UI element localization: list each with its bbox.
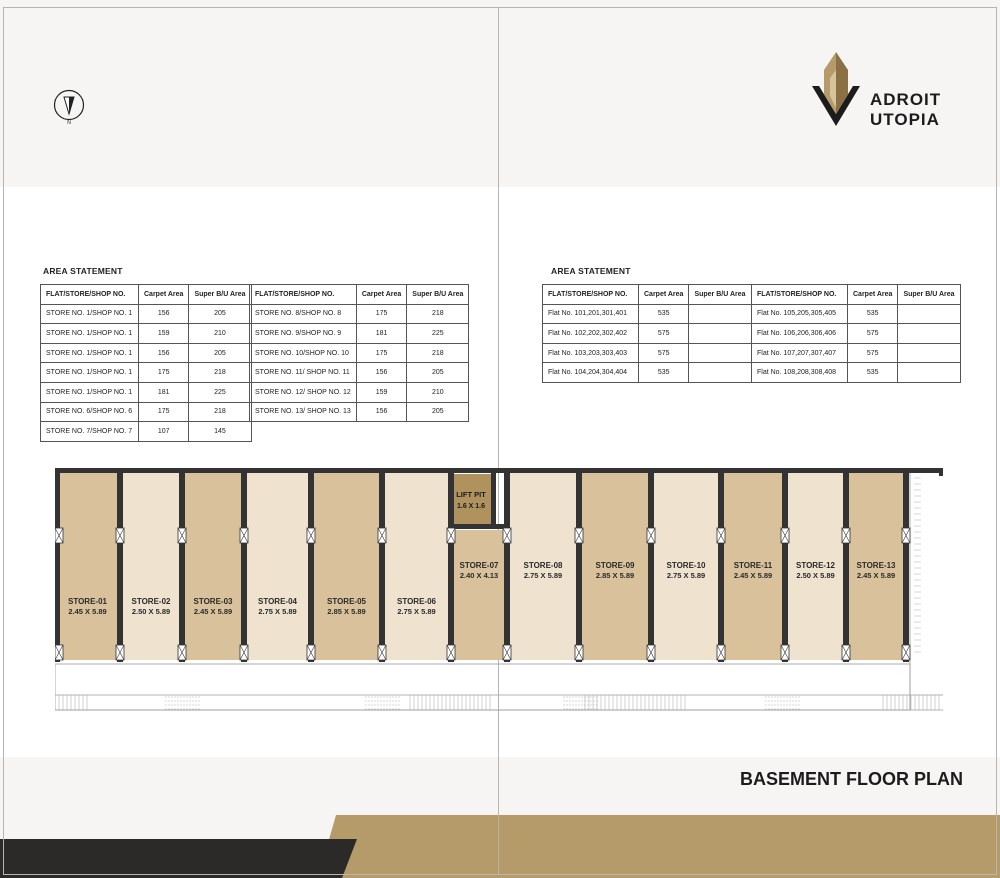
carpet-area-cell: 156 (139, 343, 189, 363)
table-row (41, 402, 252, 422)
store-10-label: STORE-10 (666, 561, 706, 570)
column-header: Carpet Area (139, 285, 189, 305)
store-11-label: STORE-11 (733, 561, 773, 570)
table-row (752, 343, 961, 363)
store-6-label: STORE-06 (397, 597, 436, 606)
store-9-dims: 2.85 X 5.89 (595, 571, 635, 580)
table-row (250, 382, 469, 402)
carpet-area-cell: 575 (848, 324, 898, 344)
brand-line-2: UTOPIA (870, 110, 940, 129)
store-1-label: STORE-01 (68, 597, 107, 606)
partition-wall (903, 473, 909, 662)
store-3-dims: 2.45 X 5.89 (193, 607, 233, 616)
store-5-room (314, 473, 379, 660)
unit-name-cell: Flat No. 106,206,306,406 (752, 324, 848, 344)
partition-wall (379, 473, 385, 662)
unit-name-cell: STORE NO. 1/SHOP NO. 1 (41, 382, 139, 402)
store-1-dims: 2.45 X 5.89 (68, 607, 107, 616)
right-area-table-2 (751, 284, 961, 383)
store-12-label: STORE-12 (796, 561, 835, 570)
super-area-cell: 205 (189, 343, 251, 363)
store-4-dims: 2.75 X 5.89 (258, 607, 297, 616)
partition-wall (448, 473, 454, 662)
table-row (41, 382, 252, 402)
table-row (41, 363, 252, 383)
table-header-row (543, 285, 752, 305)
lift-wall (491, 473, 496, 525)
column-header: Carpet Area (356, 285, 406, 305)
carpet-area-cell: 156 (356, 402, 406, 422)
unit-name-cell: STORE NO. 8/SHOP NO. 8 (250, 304, 357, 324)
store-11-dims: 2.45 X 5.89 (733, 571, 773, 580)
store-4-label: STORE-04 (258, 597, 297, 606)
super-area-cell: 218 (189, 402, 251, 422)
store-8-dims: 2.75 X 5.89 (523, 571, 563, 580)
store-2-dims: 2.50 X 5.89 (131, 607, 171, 616)
corner-wall (939, 468, 943, 476)
unit-name-cell: Flat No. 104,204,304,404 (543, 363, 639, 383)
right-area-table-1 (542, 284, 752, 383)
store-6-room (385, 473, 448, 660)
table-row (543, 324, 752, 344)
super-area-cell: 205 (407, 363, 469, 383)
carpet-area-cell: 175 (356, 304, 406, 324)
north-arrow-icon (53, 88, 85, 126)
store-10-dims: 2.75 X 5.89 (666, 571, 706, 580)
brand-name (870, 90, 941, 130)
plan-title: BASEMENT FLOOR PLAN (740, 769, 963, 789)
super-area-cell: 210 (407, 382, 469, 402)
store-13-label: STORE-13 (856, 561, 896, 570)
store-3-label: STORE-03 (193, 597, 233, 606)
table-header-row (752, 285, 961, 305)
carpet-area-cell: 107 (139, 422, 189, 442)
carpet-area-cell: 181 (139, 382, 189, 402)
lift-pit-dims: 1.6 X 1.6 (456, 503, 486, 510)
unit-name-cell: Flat No. 101,201,301,401 (543, 304, 639, 324)
unit-name-cell: STORE NO. 6/SHOP NO. 6 (41, 402, 139, 422)
store-7-room (454, 530, 504, 660)
super-area-cell (689, 304, 751, 324)
unit-name-cell: STORE NO. 10/SHOP NO. 10 (250, 343, 357, 363)
table-row (752, 304, 961, 324)
table-row (752, 363, 961, 383)
partition-wall (117, 473, 123, 662)
table-row (543, 363, 752, 383)
super-area-cell: 225 (407, 324, 469, 344)
column-header: FLAT/STORE/SHOP NO. (250, 285, 357, 305)
carpet-area-cell: 175 (139, 402, 189, 422)
column-header: FLAT/STORE/SHOP NO. (41, 285, 139, 305)
super-area-cell (898, 363, 960, 383)
super-area-cell (689, 324, 751, 344)
store-2-room (123, 473, 179, 660)
carpet-area-cell: 535 (848, 363, 898, 383)
partition-wall (179, 473, 185, 662)
table-row (250, 402, 469, 422)
unit-name-cell: Flat No. 108,208,308,408 (752, 363, 848, 383)
footer-decoration (0, 815, 1000, 878)
unit-name-cell: STORE NO. 7/SHOP NO. 7 (41, 422, 139, 442)
super-area-cell: 210 (189, 324, 251, 344)
column-header: Carpet Area (639, 285, 689, 305)
store-9-label: STORE-09 (595, 561, 635, 570)
unit-name-cell: Flat No. 105,205,305,405 (752, 304, 848, 324)
super-area-cell (898, 304, 960, 324)
left-wall (55, 468, 60, 662)
partition-wall (241, 473, 247, 662)
unit-name-cell: STORE NO. 9/SHOP NO. 9 (250, 324, 357, 344)
table-row (250, 343, 469, 363)
lift-pit-label: LIFT PIT (456, 490, 486, 499)
top-wall (55, 468, 943, 473)
carpet-area-cell: 175 (139, 363, 189, 383)
basement-floor-plan (55, 468, 943, 713)
column-header: Super B/U Area (898, 285, 960, 305)
carpet-area-cell: 575 (639, 343, 689, 363)
super-area-cell (898, 343, 960, 363)
store-7-label: STORE-07 (459, 561, 499, 570)
page-fold (498, 7, 499, 875)
column-header: Super B/U Area (689, 285, 751, 305)
store-4-room (247, 473, 308, 660)
unit-name-cell: STORE NO. 1/SHOP NO. 1 (41, 343, 139, 363)
super-area-cell: 218 (189, 363, 251, 383)
store-6-dims: 2.75 X 5.89 (397, 607, 436, 616)
store-5-dims: 2.85 X 5.89 (327, 607, 366, 616)
driveway-outline (55, 664, 910, 710)
table-row (250, 324, 469, 344)
carpet-area-cell: 159 (139, 324, 189, 344)
store-3-room (185, 473, 241, 660)
carpet-area-cell: 575 (639, 324, 689, 344)
store-13-dims: 2.45 X 5.89 (856, 571, 896, 580)
carpet-area-cell: 159 (356, 382, 406, 402)
partition-wall (782, 473, 788, 662)
table-row (41, 422, 252, 442)
table-row (250, 363, 469, 383)
store-5-label: STORE-05 (327, 597, 366, 606)
store-12-dims: 2.50 X 5.89 (796, 571, 835, 580)
super-area-cell (898, 324, 960, 344)
column-header: Super B/U Area (407, 285, 469, 305)
unit-name-cell: Flat No. 107,207,307,407 (752, 343, 848, 363)
partition-wall (843, 473, 849, 662)
super-area-cell: 205 (407, 402, 469, 422)
super-area-cell: 218 (407, 304, 469, 324)
table-row (752, 324, 961, 344)
super-area-cell: 145 (189, 422, 251, 442)
unit-name-cell: STORE NO. 13/ SHOP NO. 13 (250, 402, 357, 422)
unit-name-cell: Flat No. 102,202,302,402 (543, 324, 639, 344)
carpet-area-cell: 156 (356, 363, 406, 383)
table-row (543, 343, 752, 363)
table-row (41, 304, 252, 324)
store-2-label: STORE-02 (131, 597, 171, 606)
carpet-area-cell: 575 (848, 343, 898, 363)
carpet-area-cell: 175 (356, 343, 406, 363)
svg-text:N: N (67, 120, 71, 126)
store-1-room (58, 473, 117, 660)
unit-name-cell: STORE NO. 1/SHOP NO. 1 (41, 363, 139, 383)
unit-name-cell: STORE NO. 11/ SHOP NO. 11 (250, 363, 357, 383)
table-header-row (250, 285, 469, 305)
left-area-table-2 (249, 284, 469, 422)
store-8-label: STORE-08 (523, 561, 563, 570)
table-row (543, 304, 752, 324)
carpet-area-cell: 535 (639, 363, 689, 383)
super-area-cell: 225 (189, 382, 251, 402)
carpet-area-cell: 535 (848, 304, 898, 324)
partition-wall (718, 473, 724, 662)
table-row (41, 343, 252, 363)
lift-wall (448, 524, 510, 529)
unit-name-cell: STORE NO. 1/SHOP NO. 1 (41, 304, 139, 324)
right-area-statement-title: AREA STATEMENT (551, 266, 631, 276)
column-header: FLAT/STORE/SHOP NO. (543, 285, 639, 305)
column-header: FLAT/STORE/SHOP NO. (752, 285, 848, 305)
partition-wall (576, 473, 582, 662)
partition-wall (308, 473, 314, 662)
carpet-area-cell: 181 (356, 324, 406, 344)
partition-wall (504, 473, 510, 662)
unit-name-cell: STORE NO. 1/SHOP NO. 1 (41, 324, 139, 344)
super-area-cell (689, 343, 751, 363)
unit-name-cell: STORE NO. 12/ SHOP NO. 12 (250, 382, 357, 402)
table-row (250, 304, 469, 324)
super-area-cell: 205 (189, 304, 251, 324)
column-header: Super B/U Area (189, 285, 251, 305)
unit-name-cell: Flat No. 103,203,303,403 (543, 343, 639, 363)
carpet-area-cell: 535 (639, 304, 689, 324)
partition-wall (648, 473, 654, 662)
left-area-statement-title: AREA STATEMENT (43, 266, 123, 276)
table-header-row (41, 285, 252, 305)
store-7-dims: 2.40 X 4.13 (459, 571, 499, 580)
table-row (41, 324, 252, 344)
column-header: Carpet Area (848, 285, 898, 305)
left-area-table-1 (40, 284, 252, 442)
lift-pit-room (451, 474, 491, 524)
brand-line-1: ADROIT (870, 90, 942, 109)
carpet-area-cell: 156 (139, 304, 189, 324)
super-area-cell: 218 (407, 343, 469, 363)
super-area-cell (689, 363, 751, 383)
